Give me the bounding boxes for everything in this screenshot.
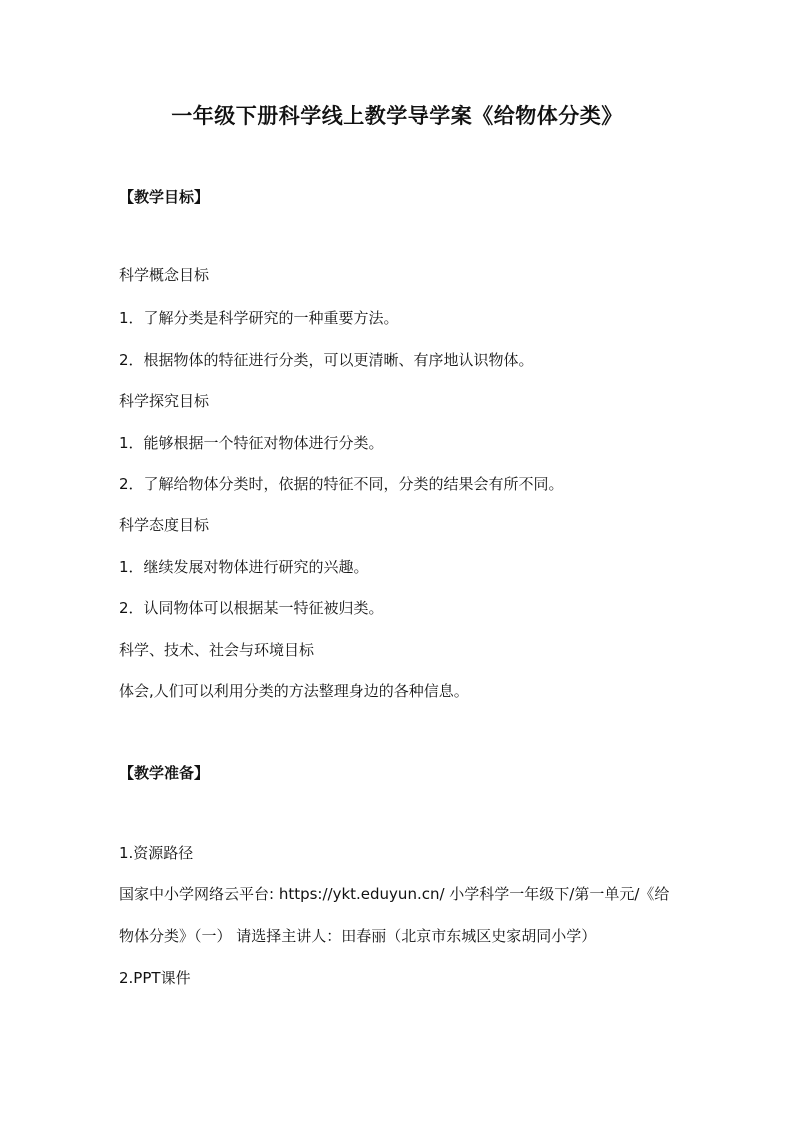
goal-category-concept: 科学概念目标 (119, 266, 210, 284)
goal-item: 2．认同物体可以根据某一特征被归类。 (119, 599, 384, 617)
goal-item: 2．根据物体的特征进行分类，可以更清晰、有序地认识物体。 (119, 351, 534, 369)
goal-item: 1．了解分类是科学研究的一种重要方法。 (119, 309, 399, 327)
page-title: 一年级下册科学线上教学导学案《给物体分类》 (171, 104, 623, 128)
goal-category-stse: 科学、技术、社会与环境目标 (119, 641, 315, 659)
goal-item: 1．能够根据一个特征对物体进行分类。 (119, 434, 384, 452)
prep-resource-lecturer-line: 物体分类》（一） 请选择主讲人：田春丽（北京市东城区史家胡同小学） (119, 927, 597, 945)
goal-item: 1．继续发展对物体进行研究的兴趣。 (119, 558, 369, 576)
prep-item-ppt: 2.PPT课件 (119, 969, 191, 987)
section-heading-teaching-preparation: 【教学准备】 (119, 764, 210, 782)
section-heading-teaching-goals: 【教学目标】 (119, 188, 210, 206)
goal-category-attitude: 科学态度目标 (119, 516, 210, 534)
goal-item: 体会,人们可以利用分类的方法整理身边的各种信息。 (119, 682, 469, 700)
goal-category-inquiry: 科学探究目标 (119, 392, 210, 410)
prep-resource-link-line: 国家中小学网络云平台: https://ykt.eduyun.cn/ 小学科学一年级下/第一单元/《给 (119, 885, 670, 903)
goal-item: 2．了解给物体分类时，依据的特征不同，分类的结果会有所不同。 (119, 475, 564, 493)
prep-item-resource-path: 1.资源路径 (119, 844, 194, 862)
